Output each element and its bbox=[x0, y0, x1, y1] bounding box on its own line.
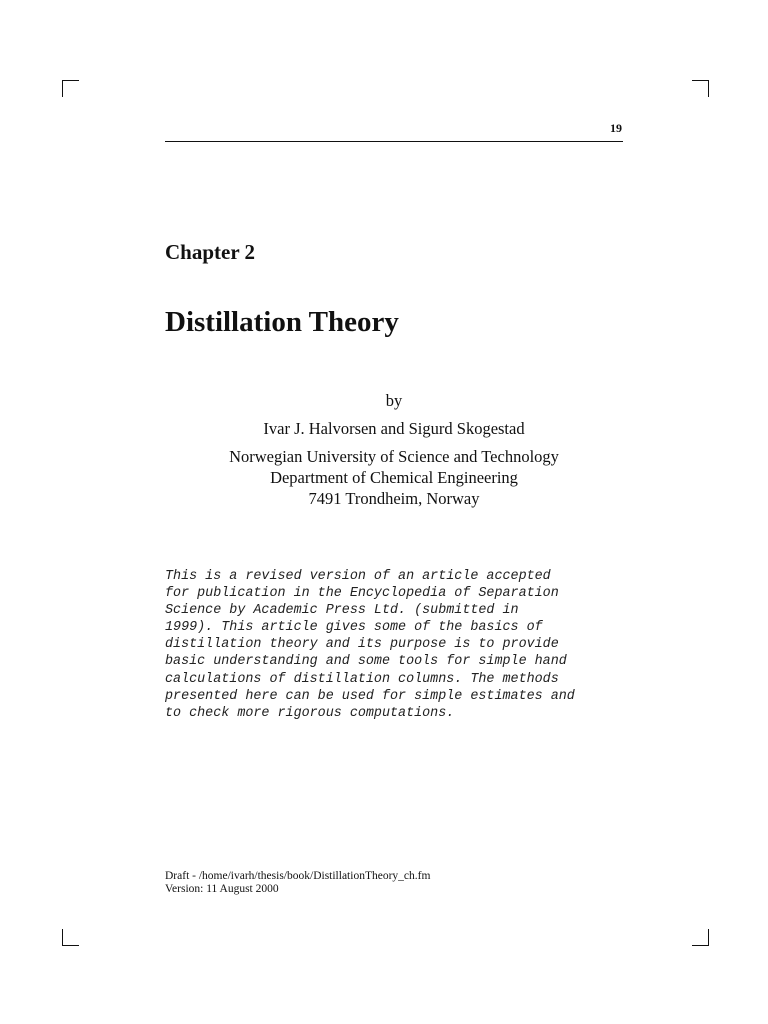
abstract-line: Science by Academic Press Ltd. (submitted in bbox=[165, 603, 519, 619]
abstract-line: presented here can be used for simple estimates and bbox=[165, 688, 575, 704]
abstract-line: basic understanding and some tools for simple hand bbox=[165, 654, 567, 670]
affiliation-department: Department of Chemical Engineering bbox=[270, 468, 518, 487]
abstract-line: to check more rigorous computations. bbox=[165, 705, 455, 721]
affiliation-address: 7491 Trondheim, Norway bbox=[308, 489, 480, 508]
chapter-title: Distillation Theory bbox=[165, 306, 399, 338]
crop-mark-bottom-left bbox=[62, 929, 79, 946]
page-number: 19 bbox=[610, 121, 622, 135]
footer-draft-path: Draft - /home/ivarh/thesis/book/DistillationTheory_ch.fm bbox=[165, 870, 431, 882]
byline-authors: Ivar J. Halvorsen and Sigurd Skogestad bbox=[263, 419, 525, 438]
abstract bbox=[165, 568, 635, 722]
affiliation-university: Norwegian University of Science and Technology bbox=[229, 447, 559, 466]
byline-by: by bbox=[385, 391, 403, 410]
abstract-line: for publication in the Encyclopedia of Separation bbox=[165, 586, 559, 602]
crop-mark-top-right bbox=[692, 80, 709, 97]
chapter-label: Chapter 2 bbox=[165, 240, 256, 264]
abstract-line: calculations of distillation columns. The methods bbox=[165, 671, 559, 687]
abstract-line: This is a revised version of an article accepted bbox=[165, 569, 551, 584]
abstract-line: 1999). This article gives some of the basics of bbox=[165, 620, 543, 636]
abstract-line: distillation theory and its purpose is to provide bbox=[165, 637, 559, 653]
footer-version: Version: 11 August 2000 bbox=[165, 883, 279, 895]
crop-mark-bottom-right bbox=[692, 929, 709, 946]
header-rule bbox=[165, 141, 623, 142]
crop-mark-top-left bbox=[62, 80, 79, 97]
